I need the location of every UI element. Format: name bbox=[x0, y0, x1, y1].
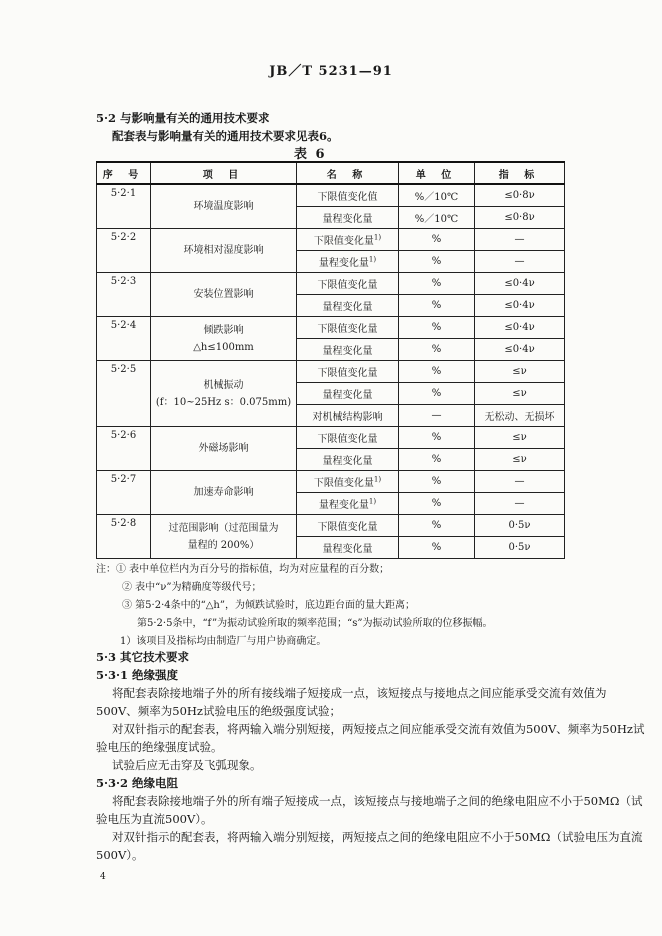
name-cell bbox=[297, 273, 399, 295]
para-2-line-2: 验电压的绝缘强度试验。 bbox=[96, 740, 223, 754]
name-text: 下限值变化量 bbox=[317, 434, 378, 445]
name-text: 量程变化量 bbox=[322, 214, 373, 225]
table-row bbox=[97, 515, 565, 537]
name-cell bbox=[297, 339, 399, 361]
item-cell bbox=[151, 427, 297, 471]
name-text: 下限值变化量 bbox=[317, 368, 378, 379]
index-cell: ≤0·4ν bbox=[475, 317, 565, 339]
name-text: 下限值变化量 bbox=[317, 280, 378, 291]
item-cell bbox=[151, 515, 297, 559]
index-cell: — bbox=[475, 251, 565, 273]
para-2-line-1: 对双针指示的配套表，将两输入端分别短接，两短接点之间应能承受交流有效值为500V、频率为50Hz试 bbox=[112, 722, 645, 736]
name-cell bbox=[297, 383, 399, 405]
unit-cell: — bbox=[399, 405, 475, 427]
index-cell: ≤0·8ν bbox=[475, 207, 565, 229]
index-cell: 无松动、无损坏 bbox=[475, 405, 565, 427]
item-line: 过范围影响（过范围量为 bbox=[168, 522, 279, 534]
name-cell bbox=[297, 184, 399, 207]
item-line: 机械振动 bbox=[203, 379, 244, 391]
item-line: 安装位置影响 bbox=[193, 289, 254, 300]
unit-cell: %／10℃ bbox=[399, 184, 475, 207]
row-number-cell: 5·2·6 bbox=[97, 427, 151, 471]
name-text: 量程变化量 bbox=[322, 544, 373, 555]
name-text: 下限值变化值 bbox=[317, 192, 378, 203]
index-cell: ≤0·4ν bbox=[475, 339, 565, 361]
col-header-item: 项 目 bbox=[151, 162, 297, 184]
name-cell bbox=[297, 427, 399, 449]
name-text: 量程变化量 bbox=[318, 258, 369, 269]
name-cell bbox=[297, 515, 399, 537]
unit-cell: % bbox=[399, 471, 475, 493]
unit-cell: % bbox=[399, 295, 475, 317]
table-title: 表 6 bbox=[294, 147, 327, 162]
name-text: 量程变化量 bbox=[322, 390, 373, 401]
item-cell bbox=[151, 229, 297, 273]
row-number-cell: 5·2·2 bbox=[97, 229, 151, 273]
item-line: (f：10~25Hz s：0.075mm) bbox=[155, 396, 292, 408]
name-text: 下限值变化量 bbox=[313, 478, 374, 489]
col-header-name: 名 称 bbox=[297, 162, 399, 184]
row-number-cell: 5·2·5 bbox=[97, 361, 151, 427]
name-text: 量程变化量 bbox=[322, 302, 373, 313]
note-1: 注：① 表中单位栏内为百分号的指标值，均为对应量程的百分数； bbox=[96, 564, 390, 575]
item-line: 倾跌影响 bbox=[203, 324, 244, 336]
row-number-cell: 5·2·3 bbox=[97, 273, 151, 317]
table-row bbox=[97, 273, 565, 295]
name-cell bbox=[297, 251, 399, 273]
row-number-cell: 5·2·8 bbox=[97, 515, 151, 559]
row-number-cell: 5·2·4 bbox=[97, 317, 151, 361]
section-5-2-intro: 配套表与影响量有关的通用技术要求见表6。 bbox=[112, 129, 339, 143]
note-5: 1）该项目及指标均由制造厂与用户协商确定。 bbox=[120, 636, 327, 647]
item-line: 外磁场影响 bbox=[198, 443, 249, 454]
unit-cell: % bbox=[399, 493, 475, 515]
name-text: 下限值变化量 bbox=[313, 236, 374, 247]
index-cell: ≤ν bbox=[475, 427, 565, 449]
spec-table bbox=[96, 161, 565, 559]
footnote-marker: 1) bbox=[373, 475, 382, 484]
name-text: 量程变化量 bbox=[318, 500, 369, 511]
page-header: JB／T 5231—91 bbox=[269, 64, 393, 79]
para-1-line-1: 将配套表除接地端子外的所有接线端子短接成一点，该短接点与接地点之间应能承受交流有效值为 bbox=[112, 686, 607, 700]
table-header-row bbox=[97, 162, 565, 184]
section-5-3-1-heading: 5·3·1 绝缘强度 bbox=[96, 668, 179, 682]
para-1-line-2: 500V、频率为50Hz试验电压的绝级强度试验； bbox=[96, 704, 341, 718]
name-cell bbox=[297, 317, 399, 339]
item-line: 环境相对湿度影响 bbox=[183, 245, 264, 256]
row-number-cell: 5·2·1 bbox=[97, 184, 151, 229]
index-cell: ≤0·4ν bbox=[475, 273, 565, 295]
item-cell bbox=[151, 471, 297, 515]
table-row bbox=[97, 361, 565, 383]
name-text: 下限值变化量 bbox=[317, 324, 378, 335]
unit-cell: % bbox=[399, 383, 475, 405]
unit-cell: % bbox=[399, 339, 475, 361]
para-5-line-2: 500V）。 bbox=[96, 848, 144, 862]
row-number-cell: 5·2·7 bbox=[97, 471, 151, 515]
col-header-no: 序 号 bbox=[97, 162, 151, 184]
item-cell bbox=[151, 361, 297, 427]
page-number: 4 bbox=[100, 872, 106, 882]
unit-cell: % bbox=[399, 537, 475, 559]
name-cell bbox=[297, 229, 399, 251]
note-2: ② 表中“ν”为精确度等级代号； bbox=[122, 582, 262, 593]
table-row bbox=[97, 471, 565, 493]
para-4-line-2: 验电压为直流500V）。 bbox=[96, 812, 213, 826]
item-cell bbox=[151, 273, 297, 317]
col-header-unit: 单 位 bbox=[399, 162, 475, 184]
name-text: 量程变化量 bbox=[322, 346, 373, 357]
table-row bbox=[97, 184, 565, 207]
name-cell bbox=[297, 449, 399, 471]
footnote-marker: 1) bbox=[373, 233, 382, 242]
name-cell bbox=[297, 361, 399, 383]
index-cell: — bbox=[475, 493, 565, 515]
index-cell: — bbox=[475, 229, 565, 251]
item-line: △h≤100mm bbox=[193, 341, 254, 353]
para-5-line-1: 对双针指示的配套表，将两输入端分别短接，两短接点之间的绝缘电阻应不小于50MΩ（试验电压为直流 bbox=[112, 830, 643, 844]
para-3: 试验后应无击穿及飞弧现象。 bbox=[112, 758, 262, 772]
table-row bbox=[97, 229, 565, 251]
unit-cell: % bbox=[399, 317, 475, 339]
table-row bbox=[97, 427, 565, 449]
name-text: 下限值变化量 bbox=[317, 522, 378, 533]
unit-cell: % bbox=[399, 251, 475, 273]
unit-cell: % bbox=[399, 361, 475, 383]
item-line: 量程的 200%） bbox=[187, 539, 260, 551]
footnote-marker: 1) bbox=[368, 255, 377, 264]
unit-cell: % bbox=[399, 515, 475, 537]
unit-cell: % bbox=[399, 273, 475, 295]
index-cell: ≤ν bbox=[475, 361, 565, 383]
name-cell bbox=[297, 207, 399, 229]
index-cell: 0·5ν bbox=[475, 515, 565, 537]
index-cell: ≤0·8ν bbox=[475, 184, 565, 207]
unit-cell: % bbox=[399, 449, 475, 471]
index-cell: ≤0·4ν bbox=[475, 295, 565, 317]
item-line: 加速寿命影响 bbox=[193, 487, 254, 498]
name-text: 量程变化量 bbox=[322, 456, 373, 467]
section-5-2-heading: 5·2 与影响量有关的通用技术要求 bbox=[96, 111, 270, 125]
col-header-index: 指 标 bbox=[475, 162, 565, 184]
index-cell: 0·5ν bbox=[475, 537, 565, 559]
name-cell bbox=[297, 471, 399, 493]
index-cell: — bbox=[475, 471, 565, 493]
unit-cell: %／10℃ bbox=[399, 207, 475, 229]
unit-cell: % bbox=[399, 229, 475, 251]
item-cell bbox=[151, 184, 297, 229]
note-3: ③ 第5·2·4条中的“△h”，为倾跌试验时，底边距台面的量大距离； bbox=[122, 600, 415, 611]
section-5-3-heading: 5·3 其它技术要求 bbox=[96, 650, 190, 664]
name-cell bbox=[297, 537, 399, 559]
name-text: 对机械结构影响 bbox=[312, 412, 383, 423]
index-cell: ≤ν bbox=[475, 383, 565, 405]
para-4-line-1: 将配套表除接地端子外的所有端子短接成一点，该短接点与接地端子之间的绝缘电阻应不小于50MΩ（试 bbox=[112, 794, 643, 808]
section-5-3-2-heading: 5·3·2 绝缘电阻 bbox=[96, 776, 179, 790]
note-4: 第5·2·5条中，“f”为振动试验所取的频率范围；“s”为振动试验所取的位移振幅。 bbox=[137, 618, 493, 629]
item-line: 环境温度影响 bbox=[193, 201, 254, 212]
unit-cell: % bbox=[399, 427, 475, 449]
footnote-marker: 1) bbox=[368, 497, 377, 506]
name-cell bbox=[297, 405, 399, 427]
index-cell: ≤ν bbox=[475, 449, 565, 471]
name-cell bbox=[297, 295, 399, 317]
table-row bbox=[97, 317, 565, 339]
item-cell bbox=[151, 317, 297, 361]
name-cell bbox=[297, 493, 399, 515]
